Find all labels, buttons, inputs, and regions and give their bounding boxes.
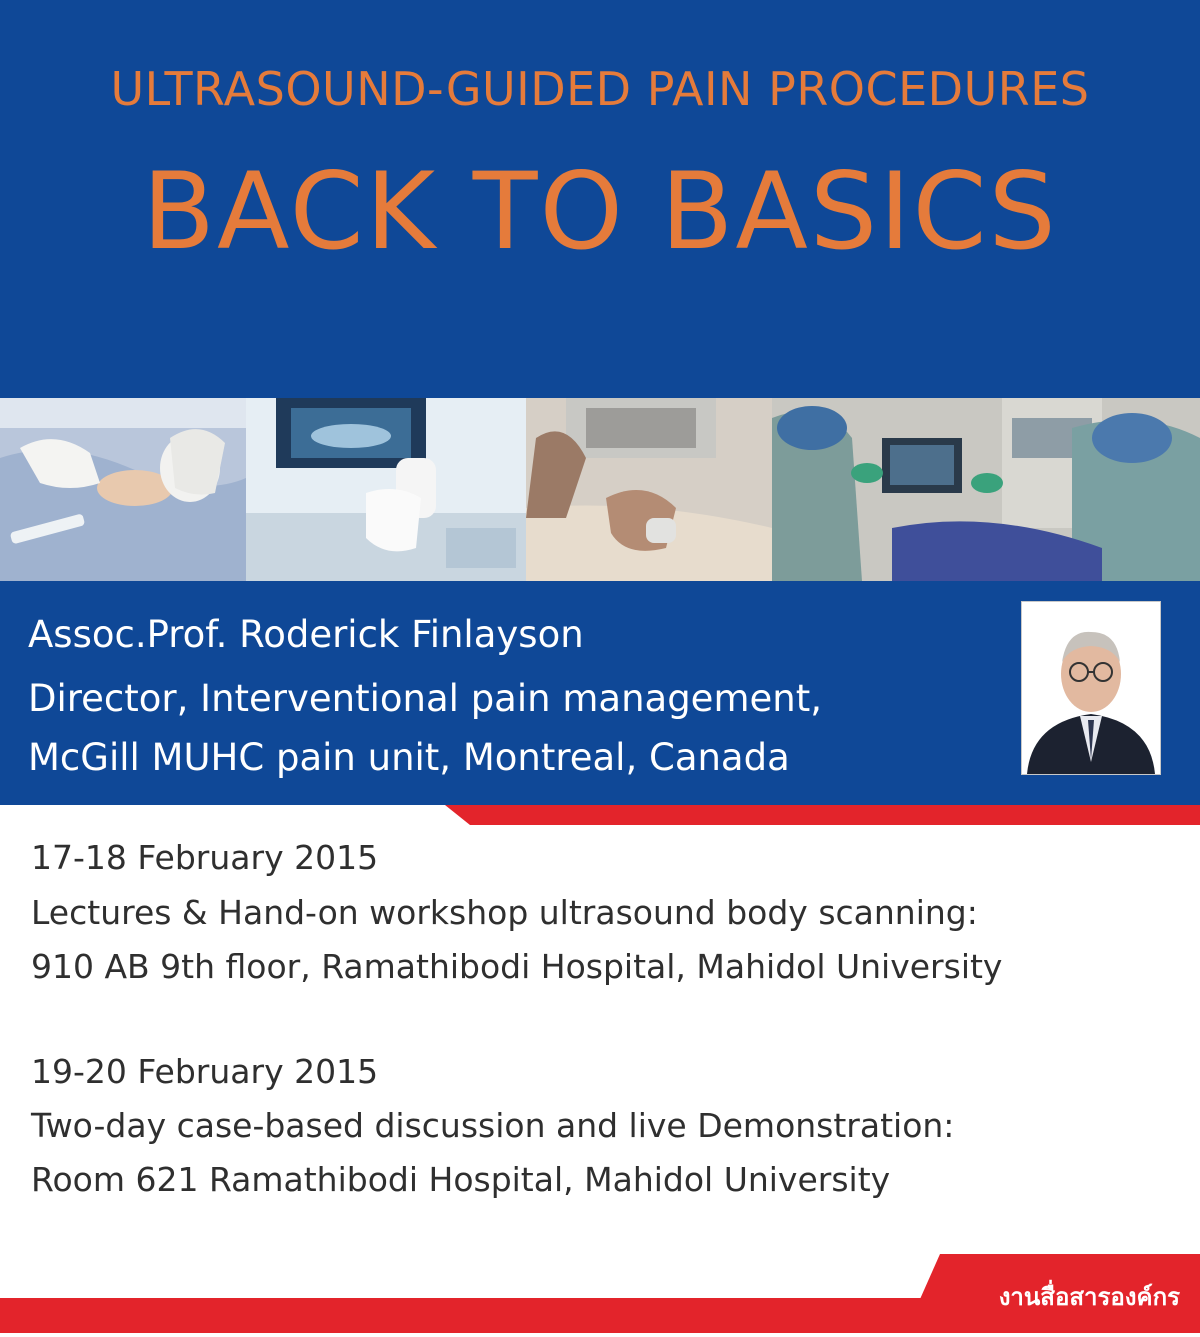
header-banner bbox=[0, 0, 1200, 398]
session-2-venue: Room 621 Ramathibodi Hospital, Mahidol University bbox=[31, 1160, 891, 1199]
red-accent-stripe bbox=[0, 805, 1200, 825]
ultrasound-probe-monitor-photo bbox=[246, 398, 526, 581]
session-1-description: Lectures & Hand-on workshop ultrasound body scanning: bbox=[31, 893, 978, 932]
speaker-portrait-photo bbox=[1021, 601, 1161, 775]
speaker-band bbox=[0, 581, 1200, 805]
footer-organization-label: งานสื่อสารองค์กร bbox=[998, 1283, 1180, 1311]
session-1-date: 17-18 February 2015 bbox=[31, 838, 379, 877]
procedure-gloved-hands-photo bbox=[0, 398, 246, 581]
speaker-affiliation: McGill MUHC pain unit, Montreal, Canada bbox=[28, 736, 790, 779]
session-2-description: Two-day case-based discussion and live Demonstration: bbox=[31, 1106, 955, 1145]
session-2-date: 19-20 February 2015 bbox=[31, 1052, 379, 1091]
speaker-name: Assoc.Prof. Roderick Finlayson bbox=[28, 613, 584, 656]
event-subtitle: ULTRASOUND-GUIDED PAIN PROCEDURES bbox=[110, 62, 1090, 116]
speaker-role: Director, Interventional pain management, bbox=[28, 677, 822, 720]
session-1-venue: 910 AB 9th floor, Ramathibodi Hospital, Mahidol University bbox=[31, 947, 1003, 986]
event-title: BACK TO BASICS bbox=[142, 150, 1058, 273]
photo-strip bbox=[0, 398, 1200, 581]
surgical-team-ultrasound-photo bbox=[772, 398, 1200, 581]
hand-scanning-patient-photo bbox=[526, 398, 772, 581]
